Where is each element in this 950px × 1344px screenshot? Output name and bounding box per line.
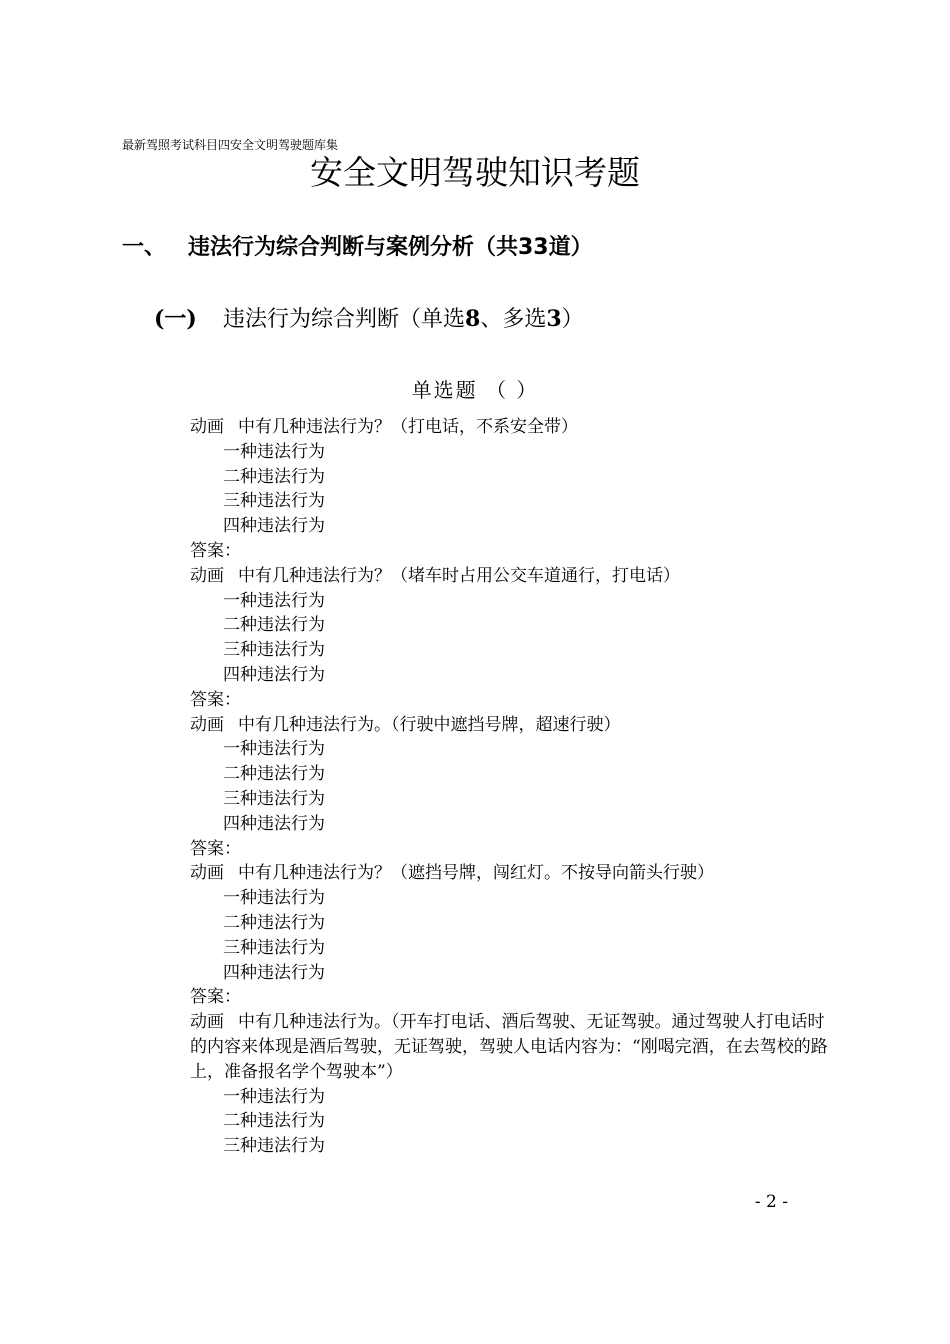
question-prefix: 动画 xyxy=(190,863,224,884)
page-number xyxy=(0,1190,950,1214)
subsection-heading xyxy=(154,303,584,336)
question-stem xyxy=(190,564,830,589)
question-option: 一种违法行为 xyxy=(223,1086,325,1107)
question-option: 四种违法行为 xyxy=(223,516,325,537)
question-option: 一种违法行为 xyxy=(223,888,325,909)
document-title: 安全文明驾驶知识考题 xyxy=(310,153,640,192)
question-option: 四种违法行为 xyxy=(223,813,325,834)
page-number-text: - 2 - xyxy=(754,1192,788,1212)
question-stem xyxy=(190,713,830,738)
question-stem xyxy=(190,415,830,440)
question-text: 中有几种违法行为？（堵车时占用公交车道通行，打电话） xyxy=(238,565,680,586)
subsection-title-middle: 、多选 xyxy=(480,307,547,332)
single-choice-count: 8 xyxy=(465,306,481,332)
answer-label: 答案： xyxy=(190,540,241,561)
answer-label: 答案： xyxy=(190,689,241,710)
question-option: 三种违法行为 xyxy=(223,640,325,661)
question-option: 二种违法行为 xyxy=(223,466,325,487)
question-option: 二种违法行为 xyxy=(223,615,325,636)
question-option: 一种违法行为 xyxy=(223,590,325,611)
question-option: 一种违法行为 xyxy=(223,441,325,462)
question-prefix: 动画 xyxy=(190,1012,224,1033)
question-option: 二种违法行为 xyxy=(223,912,325,933)
question-option: 三种违法行为 xyxy=(223,491,325,512)
question-option: 三种违法行为 xyxy=(223,937,325,958)
question-prefix: 动画 xyxy=(190,714,224,735)
question-option: 三种违法行为 xyxy=(223,1136,325,1157)
question-option: 二种违法行为 xyxy=(223,764,325,785)
question-list xyxy=(190,415,830,1159)
question-prefix: 动画 xyxy=(190,565,224,586)
question-text: 中有几种违法行为。（开车打电话、酒后驾驶、无证驾驶。通过驾驶人打电话时的内容来体现是酒后驾驶，无证驾驶，驾驶人电话内容为：“刚喝完酒，在去驾校的路上，准备报名学个驾驶本”） xyxy=(190,1012,828,1082)
answer-label: 答案： xyxy=(190,838,241,859)
question-text: 中有几种违法行为。（行驶中遮挡号牌，超速行驶） xyxy=(238,714,621,735)
answer-label: 答案： xyxy=(190,987,241,1008)
subsection-title-suffix: ） xyxy=(561,307,584,332)
subsection-title-prefix: 违法行为综合判断（单选 xyxy=(223,307,466,332)
subsection-number: (一) xyxy=(154,306,197,332)
question-option: 四种违法行为 xyxy=(223,962,325,983)
question-stem xyxy=(190,1010,830,1084)
question-option: 三种违法行为 xyxy=(223,788,325,809)
question-prefix: 动画 xyxy=(190,417,224,437)
section-number: 一、 xyxy=(122,235,167,260)
question-text: 中有几种违法行为？（遮挡号牌，闯红灯。不按导向箭头行驶） xyxy=(238,863,714,884)
question-text: 中有几种违法行为？（打电话，不系安全带） xyxy=(238,417,578,437)
section-title: 违法行为综合判断与案例分析（共33道） xyxy=(188,235,593,260)
question-option: 四种违法行为 xyxy=(223,664,325,685)
multi-choice-count: 3 xyxy=(546,306,562,332)
question-stem xyxy=(190,861,830,886)
question-option: 二种违法行为 xyxy=(223,1111,325,1132)
question-option: 一种违法行为 xyxy=(223,739,325,760)
header-note: 最新驾照考试科目四安全文明驾驶题库集 xyxy=(122,138,339,152)
section-label: 单选题 （ ） xyxy=(411,378,539,402)
section-heading xyxy=(122,232,593,264)
